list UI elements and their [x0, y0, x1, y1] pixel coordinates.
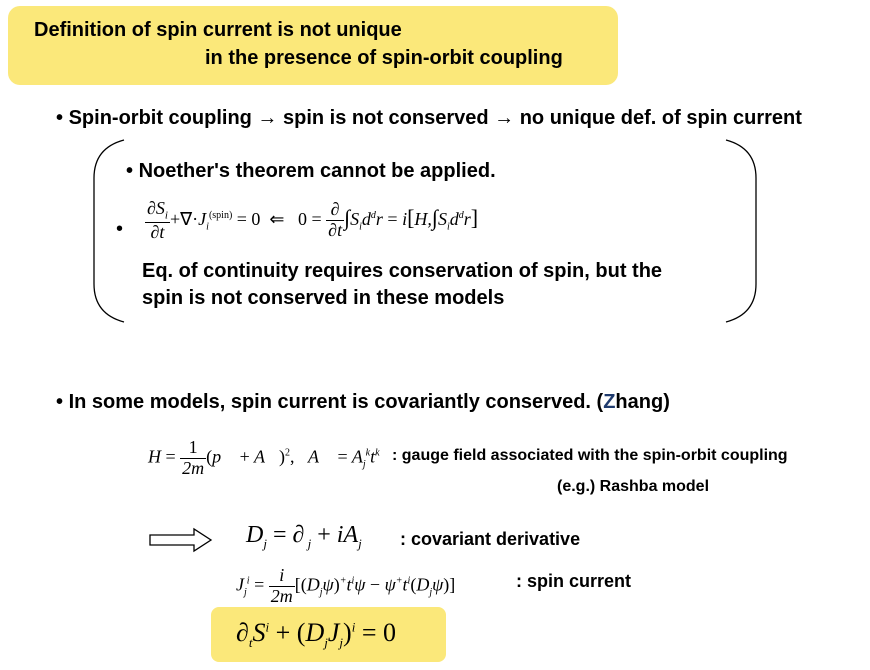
- right-bracket: [720, 138, 760, 324]
- noether-item: • Noether's theorem cannot be applied.: [126, 160, 496, 182]
- covariant-conservation-equation: $\partial_tS^i + (D_jJ_j)^i = 0$: [236, 618, 396, 651]
- slide-title-line2: in the presence of spin-orbit coupling: [205, 47, 563, 69]
- covariant-derivative-note: : covariant derivative: [400, 529, 581, 549]
- bullet-text: Spin-orbit coupling → spin is not conserved → no unique def. of spin current: [68, 107, 802, 129]
- explanation-line1: Eq. of continuity requires conservation of spin, but the: [142, 260, 663, 282]
- continuity-equation: $\frac{\partial S_i}{\partial t}$ $+\nabla\cdot J_i^{(spin)} = 0$ ⇐ 0 = $\frac{\partial}{\partial t}$ $\int S_id^dr = i[H,\int S_id^dr]$: [147, 198, 479, 242]
- implies-arrow-icon: [148, 527, 214, 553]
- covariant-derivative-equation: $D_j$ = ∂ $_j + iA_j$: [246, 522, 362, 551]
- spin-current-note: : spin current: [516, 571, 632, 591]
- rashba-note: (e.g.) Rashba model: [557, 478, 710, 495]
- spin-current-equation: $J_j^i$ = $\frac{i}{2m}$ $[(D_j\psi)^+t^i\psi - \psi^+t^i(D_j\psi)]$: [236, 565, 456, 606]
- slide-title-line1: Definition of spin current is not unique: [34, 19, 402, 41]
- bullet-spin-orbit: [56, 107, 802, 130]
- bullet-marker: •: [56, 107, 64, 129]
- bullet-covariant: • In some models, spin current is covariantly conserved. (Zhang): [56, 391, 670, 413]
- author-first-letter: Z: [603, 391, 616, 413]
- gauge-field-note: : gauge field associated with the spin-orbit coupling: [392, 447, 788, 464]
- explanation-line2: spin is not conserved in these models: [142, 287, 505, 309]
- hamiltonian-equation: H = $\frac{1}{2m}$ (p⃗ + A⃗)$^2$, A⃗ = $A_j^kt^k$: [148, 437, 380, 478]
- title-box: [8, 6, 618, 85]
- left-bracket: [90, 138, 130, 324]
- continuity-bullet: •: [116, 218, 124, 240]
